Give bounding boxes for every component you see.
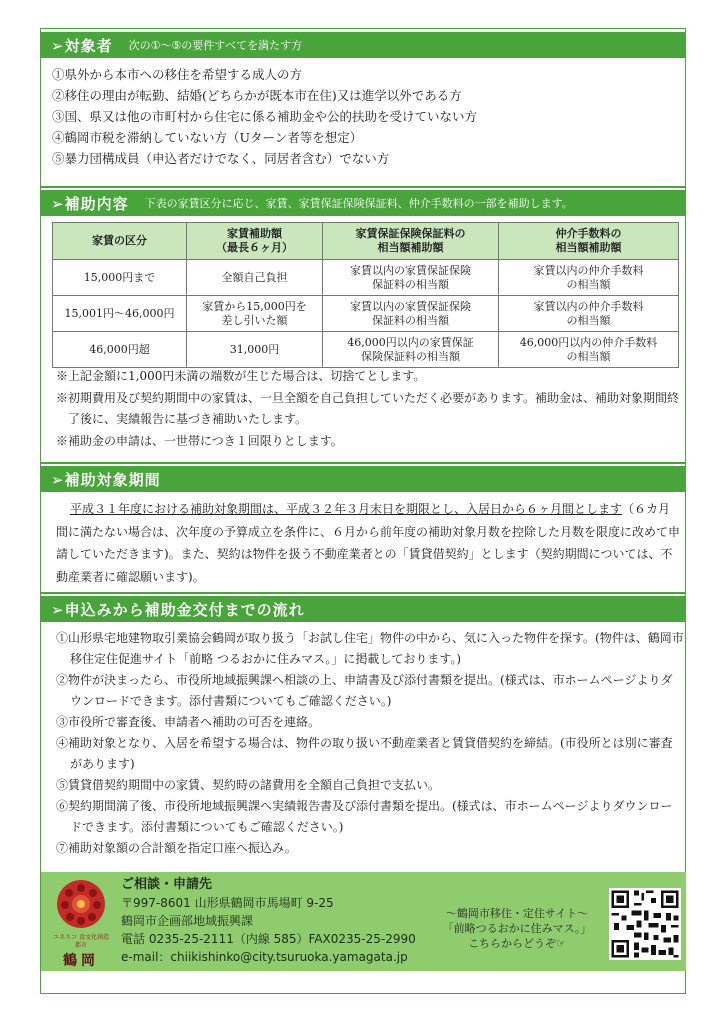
section-divider xyxy=(41,462,686,464)
header-rent-class: 家賃の区分 xyxy=(53,223,187,260)
table-cell: 15,001円～46,000円 xyxy=(53,296,187,332)
subsidy-table xyxy=(52,222,679,368)
table-header-row xyxy=(53,223,679,260)
contact-address: 〒997-8601 山形県鶴岡市馬場町 9-25 xyxy=(121,896,334,910)
table-cell: 家賃以内の家賃保証保険 保証料の相当額 xyxy=(323,296,499,332)
eligibility-title: ➢対象者 xyxy=(51,36,113,55)
flow-step: ④補助対象となり、入居を希望する場合は、物件の取り扱い不動産業者と賃貸借契約を締結。(市役所とは別に審査があります) xyxy=(56,736,673,771)
table-cell: 全額自己負担 xyxy=(187,260,323,296)
period-rest: （６カ月間に満たない場合は、次年度の予算成立を条件に、６月から前年度の補助対象月数を控除した月数を限度に改めて申請していただきます)。また、契約は物件を扱う不動産業者との「賃貸借契約」とします（契約期間については、不動産業者に確認願います)。 xyxy=(56,502,681,584)
table-cell: 46,000円以内の家賃保証 保険保証料の相当額 xyxy=(323,332,499,368)
subsidy-subtitle: 下表の家賃区分に応じ、家賃、家賃保証保険保証料、仲介手数料の一部を補助します。 xyxy=(144,197,573,210)
site-promo xyxy=(427,906,607,951)
contact-title: ご相談・申請先 xyxy=(121,877,213,892)
flow-title: ➢申込みから補助金交付までの流れ xyxy=(51,600,305,619)
section-divider xyxy=(41,186,686,188)
flow-step: ⑦補助対象額の合計額を指定口座へ振込み。 xyxy=(56,841,297,855)
subsidy-title: ➢補助内容 xyxy=(51,194,129,213)
table-row xyxy=(53,332,679,368)
subsidy-header xyxy=(41,190,686,216)
flow-step: ③市役所で審査後、申請者へ補助の可否を連絡。 xyxy=(56,715,321,729)
flow-step: ⑥契約期間満了後、市役所地域振興課へ実績報告書及び添付書類を提出。(様式は、市ホームページよりダウンロードできます。添付書類についてもご確認ください。) xyxy=(56,799,673,834)
note: ※上記金額に1,000円未満の端数が生じた場合は、切捨てとします。 xyxy=(56,369,426,383)
eligibility-item: ①県外から本市への移住を希望する成人の方 xyxy=(52,67,303,82)
header-rent-subsidy: 家賃補助額 （最長６ヶ月） xyxy=(187,223,323,260)
note: ※初期費用及び契約期間中の家賃は、一旦全額を自己負担していただく必要があります。補助金は、補助対象期間終了後に、実績報告に基づき補助いたします。 xyxy=(56,390,680,426)
table-cell: 46,000円以内の仲介手数料 の相当額 xyxy=(499,332,679,368)
city-logo xyxy=(51,878,111,969)
eligibility-subtitle: 次の①～⑤の要件すべてを満たす方 xyxy=(128,39,303,52)
eligibility-list xyxy=(52,64,477,169)
section-divider xyxy=(41,592,686,594)
period-underlined: 平成３１年度における補助対象期間は、平成３２年３月末日を期限とし、入居日から６ヶ月間とします xyxy=(70,502,623,516)
table-cell: 家賃から15,000円を 差し引いた額 xyxy=(187,296,323,332)
flow-step: ⑤賃貸借契約期間中の家賃、契約時の諸費用を全額自己負担で支払い。 xyxy=(56,778,441,792)
contact-email[interactable]: e-mail：chiikishinko@city.tsuruoka.yamagata.jp xyxy=(121,950,408,964)
contact-footer xyxy=(41,872,686,971)
promo-line: こちらからどうぞ☞ xyxy=(468,937,566,950)
contact-dept: 鶴岡市企画部地域振興課 xyxy=(121,914,254,928)
table-row xyxy=(53,260,679,296)
period-title: ➢補助対象期間 xyxy=(51,470,161,489)
period-header xyxy=(41,466,686,492)
table-cell: 家賃以内の家賃保証保険 保証料の相当額 xyxy=(323,260,499,296)
table-cell: 家賃以内の仲介手数料 の相当額 xyxy=(499,260,679,296)
contact-info xyxy=(121,876,416,966)
logo-caption: ユネスコ 食文化創造都市 xyxy=(53,934,109,949)
eligibility-header xyxy=(41,32,686,58)
eligibility-item: ②移住の理由が転勤、結婚(どちらかが既本市在住)又は進学以外である方 xyxy=(52,88,462,103)
promo-line: 「前略つるおかに住みマス。」 xyxy=(442,922,592,935)
table-row xyxy=(53,296,679,332)
contact-phone: 電話 0235-25-2111（内線 585）FAX0235-25-2990 xyxy=(121,932,416,946)
eligibility-item: ⑤暴力団構成員（申込者だけでなく、同居者含む）でない方 xyxy=(52,151,390,166)
qr-code-icon[interactable] xyxy=(609,888,681,960)
flow-step: ①山形県宅地建物取引業協会鶴岡が取り扱う「お試し住宅」物件の中から、気に入った物件を探す。(物件は、鶴岡市移住定住促進サイト「前略 つるおかに住みマス。」に掲載しております。) xyxy=(56,631,684,666)
table-cell: 46,000円超 xyxy=(53,332,187,368)
flower-emblem-icon xyxy=(55,878,107,930)
period-text xyxy=(56,498,680,588)
eligibility-item: ③国、県又は他の市町村から住宅に係る補助金や公的扶助を受けていない方 xyxy=(52,109,478,124)
table-cell: 家賃以内の仲介手数料 の相当額 xyxy=(499,296,679,332)
subsidy-notes xyxy=(56,366,682,452)
header-brokerage-subsidy: 仲介手数料の 相当額補助額 xyxy=(499,223,679,260)
header-guarantee-subsidy: 家賃保証保険保証料の 相当額補助額 xyxy=(323,223,499,260)
note: ※補助金の申請は、一世帯につき１回限りとします。 xyxy=(56,433,343,448)
table-cell: 15,000円まで xyxy=(53,260,187,296)
promo-line: ～鶴岡市移住・定住サイト～ xyxy=(445,907,589,920)
eligibility-item: ④鶴岡市税を滞納していない方（Uターン者等を想定） xyxy=(52,130,363,145)
flow-steps xyxy=(56,628,684,859)
flow-step: ②物件が決まったら、市役所地域振興課へ相談の上、申請書及び添付書類を提出。(様式は、市ホームページよりダウンロードできます。添付書類についてもご確認ください。) xyxy=(56,673,673,708)
table-cell: 31,000円 xyxy=(187,332,323,368)
flow-header xyxy=(41,596,686,622)
logo-city-name: 鶴岡 xyxy=(63,953,99,969)
